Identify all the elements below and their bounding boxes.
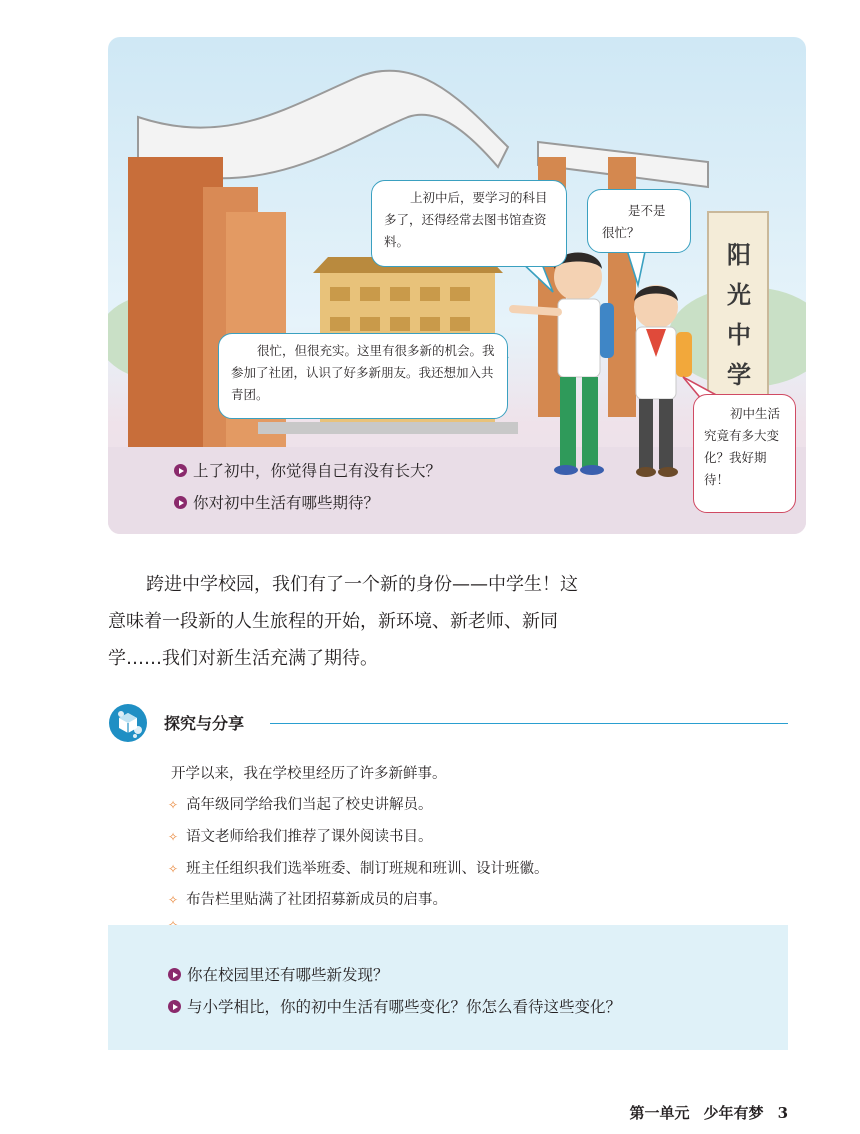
boy-figure-1 — [513, 253, 614, 476]
play-bullet-icon — [174, 464, 187, 477]
speech-bubble-busy-question: 是不是很忙？ — [587, 189, 691, 253]
diamond-bullet-icon: ✧ — [168, 830, 179, 844]
discovery-item: ✧ 语文老师给我们推荐了课外阅读书目。 — [168, 829, 433, 845]
discovery-intro: 开学以来，我在学校里经历了许多新鲜事。 — [171, 766, 447, 782]
unit-title: 少年有梦 — [703, 1104, 764, 1122]
play-bullet-icon — [174, 496, 187, 509]
illustration-question-1: 上了初中，你觉得自己有没有长大？ — [174, 459, 441, 481]
speech-bubble-busy-answer: 很忙，但很充实。这里有很多新的机会。我参加了社团，认识了好多新朋友。我还想加入共青团。 — [218, 333, 508, 419]
discussion-question-1: 你在校园里还有哪些新发现？ — [168, 963, 389, 985]
unit-label: 第一单元 — [629, 1104, 690, 1122]
diamond-bullet-icon: ✧ — [168, 862, 179, 876]
page-footer — [630, 1102, 788, 1123]
explore-share-icon — [108, 703, 148, 743]
gate-sign: 阳光中学 — [727, 240, 751, 389]
discussion-questions-box — [108, 925, 788, 1050]
school-gate-illustration — [108, 37, 806, 534]
speech-bubble-subjects: 上初中后，要学习的科目多了，还得经常去图书馆查资料。 — [371, 180, 567, 267]
play-bullet-icon — [168, 968, 181, 981]
discovery-item: ✧ 高年级同学给我们当起了校史讲解员。 — [168, 797, 433, 813]
section-title: 探究与分享 — [164, 714, 245, 733]
speech-bubble-changes: 初中生活究竟有多大变化？我好期待！ — [693, 394, 796, 513]
intro-paragraph: 跨进中学校园，我们有了一个新的身份——中学生！这 意味着一段新的人生旅程的开始，新环境、新老师、新同 学……我们对新生活充满了期待。 — [108, 574, 578, 669]
play-bullet-icon — [168, 1000, 181, 1013]
discovery-item: ✧ 班主任组织我们选举班委、制订班规和班训、设计班徽。 — [168, 861, 549, 877]
discussion-question-2: 与小学相比，你的初中生活有哪些变化？你怎么看待这些变化？ — [168, 995, 621, 1017]
diamond-bullet-icon: ✧ — [168, 798, 179, 812]
discovery-item: ✧ 布告栏里贴满了社团招募新成员的启事。 — [168, 892, 448, 908]
page-number: 3 — [777, 1104, 788, 1122]
diamond-bullet-icon: ✧ — [168, 893, 179, 907]
section-divider — [270, 723, 788, 724]
illustration-question-2: 你对初中生活有哪些期待？ — [174, 491, 379, 513]
